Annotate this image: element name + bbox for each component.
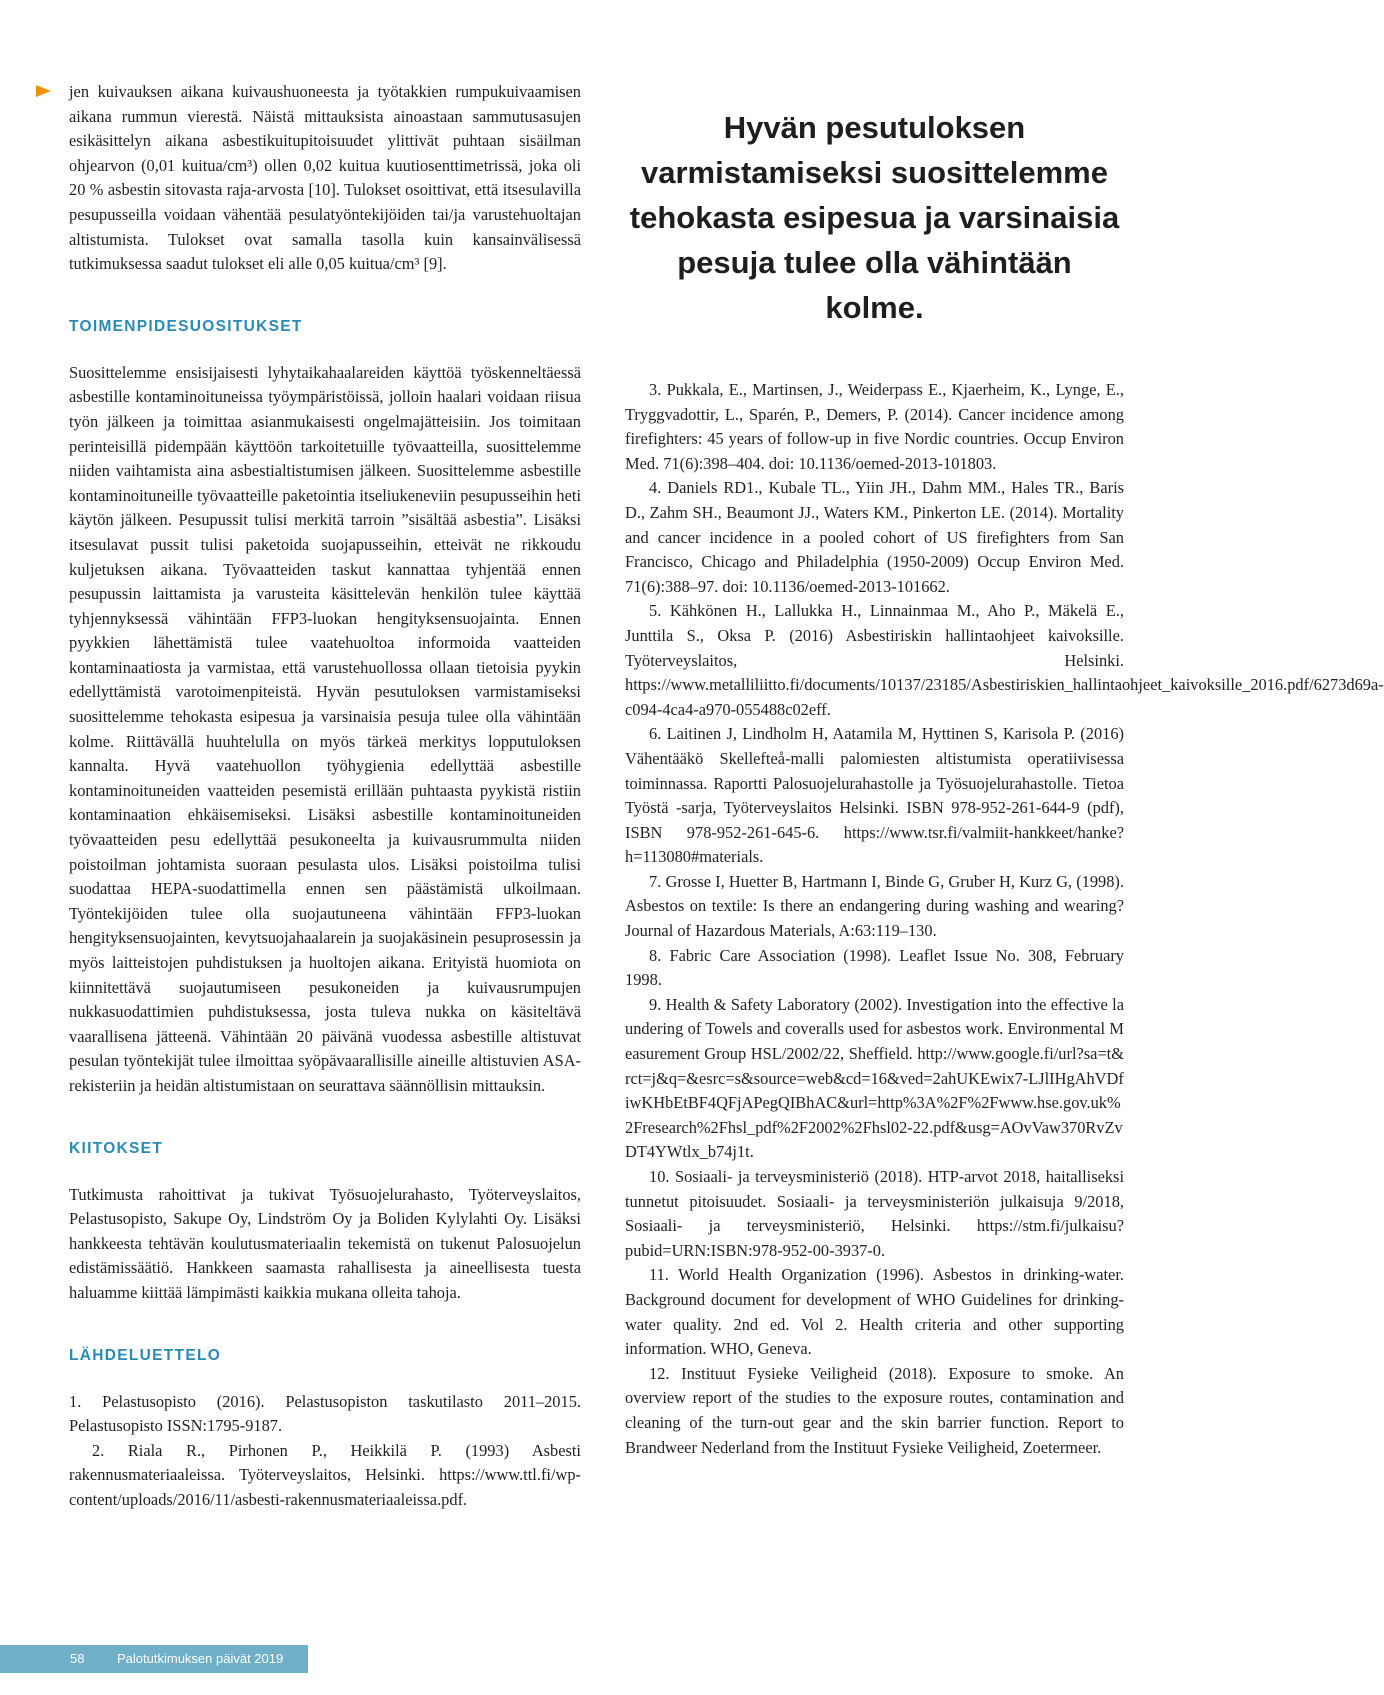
page-footer [0,1645,308,1673]
continuation-arrow-icon [36,85,51,97]
right-column [625,95,1384,1460]
pull-quote: Hyvän pesutuloksen varmistamiseksi suosittelemme tehokasta esipesua ja varsinaisia pesuja tulee olla vähintään kolme. [629,110,1120,325]
reference-11: 11. World Health Organization (1996). Asbestos in drinking-water. Background document for development of WHO Guidelines for drinking-water quality. 2nd ed. Vol 2. Health criteria and other supporting information. WHO, Geneva. [625,1265,1124,1359]
toimenpide-body: Suosittelemme ensisijaisesti lyhytaikahaalareiden käyttöä työskenneltäessä asbestille kontaminoituneissa työympäristöissä, jolloin haalari voidaan riisua työn jälkeen ja toimittaa asianmukaisesti ongelmajätteisiin. Jos toimitaan perinteisillä pidempään käyttöön tarkoitetuille työvaatteilla, suosittelemme niiden vaihtamista aina asbestialtistumisen jälkeen. Suosittelemme asbestille kontaminoituneille työvaatteille paketointia itseliukeneviin pesupusseihin heti käytön jälkeen. Pesupussit tulisi merkitä tarroin ”sisältää asbestia”. Lisäksi itsesulavat pussit tulisi paketoida suojapusseihin, etteivät ne rikkoudu kuljetuksen aikana. Työvaatteiden taskut kannattaa tyhjentää ennen pesupussin laittamista ja varusteita käsittelevän henkilön tulee käyttää tyhjennyksessä vähintään FFP3-luokan hengityksensuojainta. Ennen pyykkien lähettämistä tulee vaatehuoltoa informoida vaatteiden kontaminaatiosta ja varmistaa, että varustehuollossa ollaan tietoisia pyykin edellyttämistä varotoimenpiteistä. Hyvän pesutuloksen varmistamiseksi suosittelemme tehokasta esipesua ja varsinaisia pesuja tulee olla vähintään kolme. Riittävällä huuhtelulla on myös tärkeä merkitys lopputuloksen kannalta. Hyvä vaatehuollon työhygienia edellyttää asbestille kontaminoituneiden vaatteiden pesemistä erillään puhtaasta pyykistä ristiin kontaminaation ehkäisemiseksi. Lisäksi asbestille kontaminoituneiden työvaatteiden pesu edellyttää pesukoneelta ja kuivausrummulta niiden poistoilman johtamista suoraan pesulasta ulos. Lisäksi poistoilma tulisi suodattaa HEPA-suodattimella ennen sen päästämistä ulkoilmaan. Työntekijöiden tulee olla suojautuneena vähintään FFP3-luokan hengityksensuojainten, kevytsuojahaalarein ja suojakäsinein pesuprosessin ja myös laitteistojen puhdistuksen ja huoltojen aikana. Erityistä huomiota on kiinnitettävä suojautumiseen pesukoneiden ja kuivausrumpujen nukkasuodattimien puhdistuksessa, josta tuleva nukka on käsiteltävä vaarallisena jätteenä. Vähintään 20 päivänä vuodessa asbestille altistuvat pesulan työntekijät tulee ilmoittaa syöpävaarallisille aineille altistuvien ASA-rekisteriin ja heidän altistumistaan on seurattava säännöllisin mittauksin. [69,362,581,1095]
reference-8: 8. Fabric Care Association (1998). Leaflet Issue No. 308, February 1998. [625,945,1124,990]
reference-list [625,378,1384,1460]
reference-9: 9. Health & Safety Laboratory (2002). Investigation into the effective laundering of Towels and coveralls used for asbestos work. Environmental Measurement Group HSL/2002/22, Sheffield. http://www.google.fi/url?sa=t&rct=j&q=&esrc=s&source=web&cd=16&ved=2ahUKEwix7-LJlIHgAhVDfiwKHbEtBF4QFjAPegQIBhAC&url=http%3A%2F%2Fwww.hse.gov.uk%2Fresearch%2Fhsl_pdf%2F2002%2Fhsl02-22.pdf&usg=AOvVaw370RvZvDT4YWtlx_b74j1t. [625,994,1124,1162]
reference-3: 3. Pukkala, E., Martinsen, J., Weiderpass E., Kjaerheim, K., Lynge, E., Tryggvadottir, L., Sparén, P., Demers, P. (2014). Cancer incidence among firefighters: 45 years of follow-up in five Nordic countries. Occup Environ Med. 71(6):398–404. doi: 10.1136/oemed-2013-101803. [625,380,1124,473]
page-number: 58 [70,1651,85,1666]
heading-kiitokset: KIITOKSET [69,1139,164,1157]
publication-name: Palotutkimuksen päivät 2019 [117,1651,284,1666]
intro-paragraph: jen kuivauksen aikana kuivaushuoneesta ja työtakkien rumpukuivaamisen aikana rummun vierestä. Näistä mittauksista ainoastaan sammutusasujen esikäsittelyn aikana asbestikuitupitoisuudet ylittivät puhtaan sisäilman ohjearvon (0,01 kuitua/cm³) ollen 0,02 kuitua kuutiosenttimetrissä, joka oli 20 % asbestin sitovasta raja-arvosta [10]. Tulokset osoittivat, että itsesulavilla pesupusseilla voidaan vähentää pesulatyöntekijöiden tai/ja varustehuoltajan altistumista. Tulokset ovat samalla tasolla kuin kansainvälisessä tutkimuksessa saadut tulokset eli alle 0,05 kuitua/cm³ [9]. [69,82,581,274]
reference-12: 12. Instituut Fysieke Veiligheid (2018). Exposure to smoke. An overview report of the studies to the exposure routes, contamination and cleaning of the turn-out gear and the skin barrier function. Report to Brandweer Nederland from the Instituut Fysieke Veiligheid, Zoetermeer. [625,1363,1124,1457]
reference-7: 7. Grosse I, Huetter B, Hartmann I, Binde G, Gruber H, Kurz G, (1998). Asbestos on textile: Is there an endangering during washing and wearing? Journal of Hazardous Materials, A:63:119–130. [625,871,1124,941]
reference-5: 5. Kähkönen H., Lallukka H., Linnainmaa M., Aho P., Mäkelä E., Junttila S., Oksa P. (2016) Asbestiriskin hallintaohjeet kaivoksille. Työterveyslaitos, Helsinki. https://www.metalliliitto.fi/documents/10137/23185/Asbestiriskien_hallintaohjeet_kaivoksille_2016.pdf/6273d69a-c094-4ca4-a970-055488c02eff. [625,601,1384,719]
heading-lahdeluettelo: LÄHDELUETTELO [69,1346,222,1364]
reference-10: 10. Sosiaali- ja terveysministeriö (2018). HTP-arvot 2018, haitalliseksi tunnetut pitoisuudet. Sosiaali- ja terveysministeriön julkaisuja 9/2018, Sosiaali- ja terveysministeriö, Helsinki. https://stm.fi/julkaisu?pubid=URN:ISBN:978-952-00-3937-0. [625,1167,1124,1260]
reference-1: 1. Pelastusopisto (2016). Pelastusopiston taskutilasto 2011–2015. Pelastusopisto ISSN:1795-9187. [69,1391,581,1436]
reference-2: 2. Riala R., Pirhonen P., Heikkilä P. (1993) Asbesti rakennusmateriaaleissa. Työterveyslaitos, Helsinki. https://www.ttl.fi/wp-content/uploads/2016/11/asbesti-rakennusmateriaaleissa.pdf. [69,1440,581,1509]
kiitokset-body: Tutkimusta rahoittivat ja tukivat Työsuojelurahasto, Työterveyslaitos, Pelastusopisto, Sakupe Oy, Lindström Oy ja Boliden Kylylahti Oy. Lisäksi hankkeesta tehtävän koulutusmateriaalin tekemistä on tukenut Palosuojelun edistämissäätiö. Hankkeen saamasta rahallisesta ja aineellisesta tuesta haluamme kiittää lämpimästi kaikkia mukana olleita tahoja. [69,1184,581,1302]
reference-4: 4. Daniels RD1., Kubale TL., Yiin JH., Dahm MM., Hales TR., Baris D., Zahm SH., Beaumont JJ., Waters KM., Pinkerton LE. (2014). Mortality and cancer incidence in a pooled cohort of US firefighters from San Francisco, Chicago and Philadelphia (1950-2009) Occup Environ Med. 71(6):388–97. doi: 10.1136/oemed-2013-101662. [625,478,1124,596]
left-column [69,80,581,1513]
reference-6: 6. Laitinen J, Lindholm H, Aatamila M, Hyttinen S, Karisola P. (2016) Vähentääkö Skellefteå-malli palomiesten altistumista operatiivisessa toiminnassa. Raportti Palosuojelurahastolle ja Työsuojelurahastolle. Tietoa Työstä -sarja, Työterveyslaitos Helsinki. ISBN 978-952-261-644-9 (pdf), ISBN 978-952-261-645-6. https://www.tsr.fi/valmiit-hankkeet/hanke?h=113080#materials. [625,724,1124,867]
heading-toimenpidesuositukset: TOIMENPIDESUOSITUKSET [69,317,303,335]
